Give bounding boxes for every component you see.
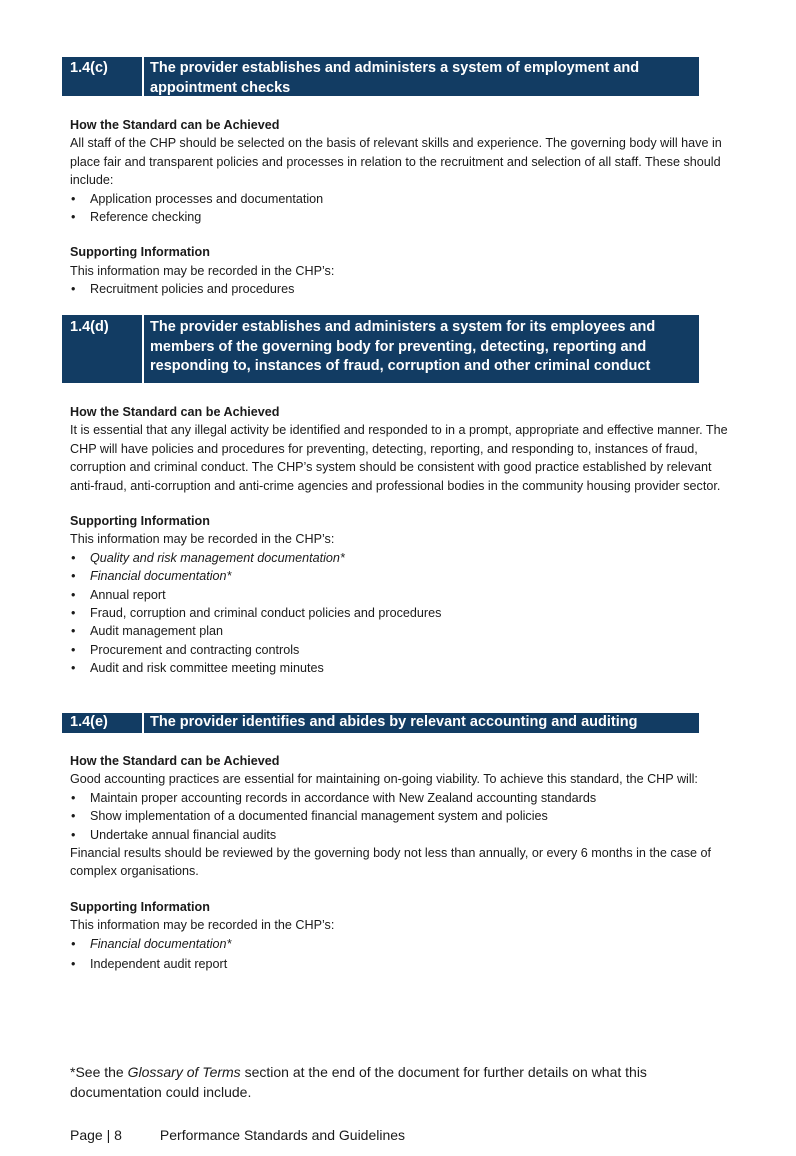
supporting-info-list (70, 549, 730, 678)
footnote-prefix: *See the (70, 1064, 128, 1080)
list-item: • Fraud, corruption and criminal conduct policies and procedures (70, 604, 730, 622)
supporting-info-heading: Supporting Information (70, 899, 210, 914)
list-item: • Audit management plan (70, 622, 730, 640)
footnote-suffix: section at the end of the document for further details on what this documentation could include. (70, 1064, 647, 1100)
how-achieved-text: It is essential that any illegal activity be identified and responded to in a prompt, appropriate and effective manner. The CHP will have policies and procedures for preventing, detecting, reporting, and responding to, instances of fraud, corruption and criminal conduct. The CHP’s system should be consistent with good practice established by relevant anti-fraud, anti-corruption and anti-crime agencies and professional bodies in the community housing provider sector. (70, 423, 728, 493)
supporting-info-list (70, 280, 730, 298)
page-footer (70, 1127, 405, 1143)
supporting-info-heading: Supporting Information (70, 245, 210, 260)
how-achieved-heading: How the Standard can be Achieved (70, 754, 280, 768)
standard-title: The provider identifies and abides by relevant accounting and auditing practices (150, 714, 638, 750)
footer-document-title: Performance Standards and Guidelines (159, 1127, 406, 1143)
list-item: • Independent audit report (70, 955, 730, 973)
how-achieved-text-2: Financial results should be reviewed by the governing body not less than annually, or every 6 months in the case of complex organisations. (70, 846, 712, 879)
section-1-4-c-body (70, 116, 730, 299)
header-divider (142, 315, 144, 383)
how-achieved-heading: How the Standard can be Achieved (70, 118, 280, 132)
standard-code: 1.4(e) (70, 714, 108, 730)
supporting-info-list (70, 935, 730, 974)
how-achieved-list (70, 190, 730, 227)
list-item: • Application processes and documentation (70, 190, 730, 208)
supporting-info-text: This information may be recorded in the CHP’s: (70, 532, 335, 547)
list-item: • Financial documentation* (70, 567, 730, 585)
standard-code: 1.4(c) (70, 60, 108, 76)
supporting-info-heading: Supporting Information (70, 514, 210, 529)
how-achieved-text: Good accounting practices are essential for maintaining on-going viability. To achieve this standard, the CHP will: (70, 772, 698, 787)
list-item: • Financial documentation* (70, 935, 730, 953)
standard-title: The provider establishes and administers a system of employment and appointment checks (150, 60, 640, 96)
standard-header-1-4-d (62, 315, 699, 383)
standard-title: The provider establishes and administers a system for its employees and members of the governing body for preventing, detecting, reporting and responding to, instances of fraud, corruption and other criminal conduct (150, 319, 656, 374)
header-divider (142, 713, 144, 733)
list-item: • Show implementation of a documented financial management system and policies (70, 807, 730, 825)
standard-code: 1.4(d) (70, 319, 109, 335)
standard-header-1-4-c (62, 57, 699, 96)
glossary-footnote (70, 1063, 730, 1102)
supporting-info-text: This information may be recorded in the CHP’s: (70, 263, 335, 278)
how-achieved-text: All staff of the CHP should be selected on the basis of relevant skills and experience. The governing body will have in place fair and transparent policies and processes in relation to the recruitment and selection of all staff. These should include: (70, 136, 722, 188)
glossary-reference: Glossary of Terms (127, 1064, 241, 1080)
list-item: • Audit and risk committee meeting minutes (70, 659, 730, 677)
section-1-4-d-body (70, 403, 730, 678)
page-number: Page | 8 (70, 1127, 122, 1143)
list-item: • Recruitment policies and procedures (70, 280, 730, 298)
section-1-4-e-body (70, 752, 730, 973)
how-achieved-list (70, 789, 730, 844)
standard-header-1-4-e (62, 713, 699, 750)
list-item: • Undertake annual financial audits (70, 826, 730, 844)
list-item: • Procurement and contracting controls (70, 641, 730, 659)
header-divider (142, 57, 144, 96)
how-achieved-heading: How the Standard can be Achieved (70, 405, 280, 419)
list-item: • Annual report (70, 586, 730, 604)
supporting-info-text: This information may be recorded in the CHP’s: (70, 918, 335, 933)
list-item: • Maintain proper accounting records in accordance with New Zealand accounting standards (70, 789, 730, 807)
list-item: • Quality and risk management documentation* (70, 549, 730, 567)
list-item: • Reference checking (70, 208, 730, 226)
